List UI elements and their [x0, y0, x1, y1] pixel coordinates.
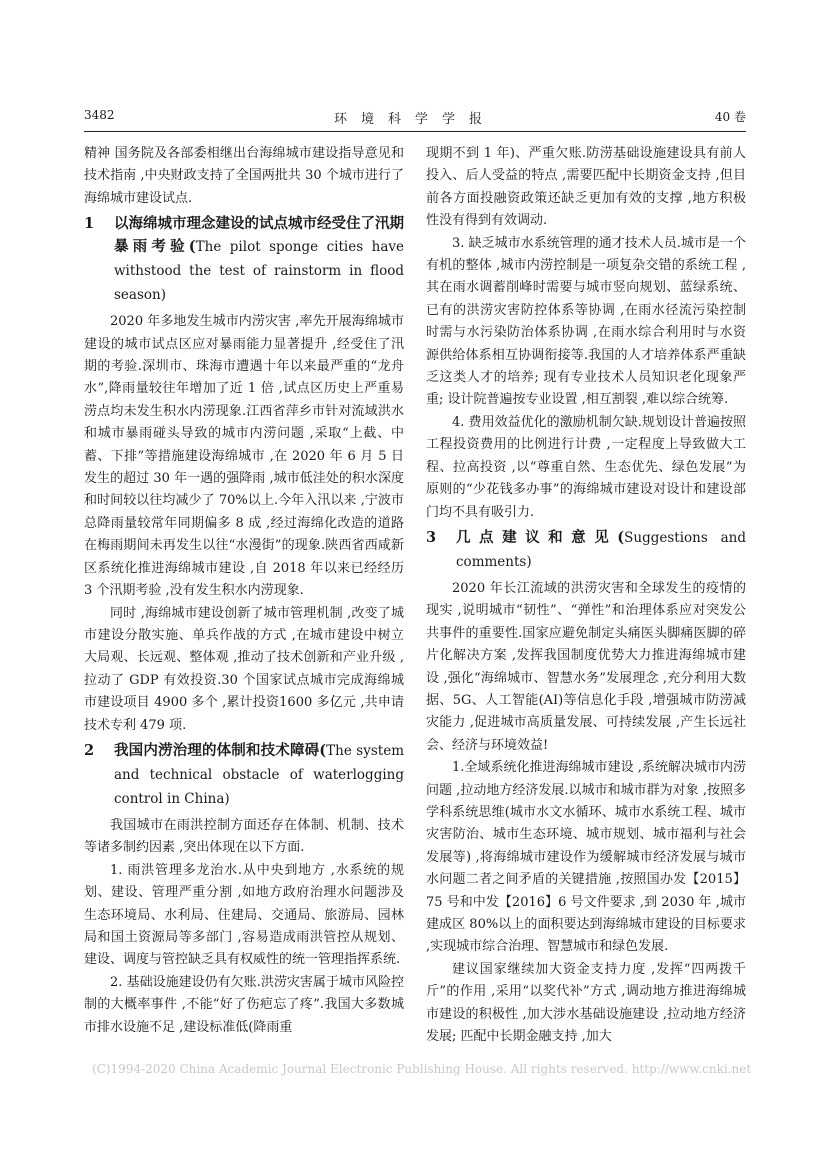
paragraph: 1.全域系统化推进海绵城市建设 ,系统解决城市内涝问题 ,拉动地方经济发展.以城市和城市群为对象 ,按照多学科系统思维(城市水文水循环、城市水系统工程、城市灾害防治、城市生态环境、城市规划、城市福利与社会发展等) ,将海绵城市建设作为缓解城市经济发展与城市水问题二者之间矛盾的关键措施 ,按照国办发【2015】75 号和中发【2016】6 号文件要求 ,到 2030 年 ,城市建成区 80%以上的面积要达到海绵城市建设的目标要求 ,实现城市综合治理、智慧城市和绿色发展.	[426, 760, 746, 955]
section-title-en: Suggestions and comments)	[456, 529, 746, 570]
section-heading-3	[426, 526, 746, 574]
header-rule	[84, 131, 746, 132]
paragraph: 同时 ,海绵城市建设创新了城市管理机制 ,改变了城市建设分散实施、单兵作战的方式 ,在城市建设中树立大局观、长远观、整体观 ,推动了技术创新和产业升级 ,拉动了 GDP 有效投资.30 个国家试点城市完成海绵城市建设项目 4900 多个 ,累计投资1600 多亿元 ,共申请技术专利 479 项.	[84, 605, 404, 733]
section-number: 2	[84, 741, 95, 759]
paragraph: 建议国家继续加大资金支持力度 ,发挥“四两拨千斤”的作用 ,采用“以奖代补”方式 ,调动地方推进海绵城市建设的积极性 ,加大涉水基础设施建设 ,拉动地方经济发展; 匹配中长期金融支持 ,加大	[426, 961, 746, 1045]
paragraph: 2020 年长江流域的洪涝灾害和全球发生的疫情的现实 ,说明城市“韧性”、“弹性”和治理体系应对突发公共事件的重要性.国家应避免制定头痛医头脚痛医脚的碎片化解决方案 ,发挥我国制度优势大力推进海绵城市建设 ,强化“海绵城市、智慧水务”发展理念 ,充分利用大数据、5G、人工智能(AI)等信息化手段 ,增强城市防涝减灾能力 ,促进城市高质量发展、可持续发展 ,产生长远社会、经济与环境效益!	[426, 580, 746, 753]
section-number: 3	[426, 528, 437, 546]
copyright-watermark: (C)1994-2020 China Academic Journal Electronic Publishing House. All rights reserved. http://www.cnki.net	[92, 1062, 752, 1076]
paragraph: 1. 雨洪管理多龙治水.从中央到地方 ,水系统的规划、建设、管理严重分割 ,如地方政府治理水问题涉及生态环境局、水利局、住建局、交通局、旅游局、园林局和国土资源局等多部门 ,容易造成雨洪管控从规划、建设、调度与管控缺乏具有权威性的统一管理指挥系统.	[84, 862, 404, 968]
paragraph: 2. 基础设施建设仍有欠账.洪涝灾害属于城市风险控制的大概率事件 ,不能“好了伤疤忘了疼”.我国大多数城市排水设施不足 ,建设标准低(降雨重	[84, 974, 404, 1035]
section-number: 1	[84, 215, 95, 233]
section-heading-2	[84, 739, 404, 811]
paragraph: 4. 费用效益优化的激励机制欠缺.规划设计普遍按照工程投资费用的比例进行计费 ,一定程度上导致做大工程、拉高投资 ,以“尊重自然、生态优先、绿色发展”为原则的“少花钱多办事”的海绵城市建设对设计和建设部门均不具有吸引力.	[426, 414, 746, 520]
section-title-cn: 几点建议和意见(	[456, 528, 625, 546]
section-title-en: The pilot sponge cities have withstood the test of rainstorm in flood season)	[114, 239, 404, 304]
section-title-en: The system and technical obstacle of waterlogging control in China)	[114, 742, 404, 807]
page-number: 3482	[84, 108, 115, 122]
section-title-cn: 以海绵城市理念建设的试点城市经受住了汛期暴雨考验(	[114, 215, 404, 256]
section-heading-1	[84, 212, 404, 307]
paragraph: 精神 国务院及各部委相继出台海绵城市建设指导意见和技术指南 ,中央财政支持了全国两批共 30 个城市进行了海绵城市建设试点.	[84, 146, 404, 206]
section-title-cn: 我国内涝治理的体制和技术障碍(	[114, 741, 327, 759]
right-column	[426, 143, 746, 1048]
paragraph: 我国城市在雨洪控制方面还存在体制、机制、技术等诸多制约因素 ,突出体现在以下方面.	[84, 817, 404, 856]
journal-title: 环境科学学报	[333, 112, 496, 127]
running-header	[84, 108, 746, 130]
volume-label: 40 卷	[714, 110, 746, 124]
paragraph: 2020 年多地发生城市内涝灾害 ,率先开展海绵城市建设的城市试点区应对暴雨能力显著提升 ,经受住了汛期的考验.深圳市、珠海市遭遇十年以来最严重的“龙舟水”,降雨量较往年增加了近 1 倍 ,试点区历史上严重易涝点均未发生积水内涝现象.江西省萍乡市针对流域洪水和城市暴雨碰头导致的城市内涝问题 ,采取“上截、中蓄、下排”等措施建设海绵城市 ,在 2020 年 6 月 5 日发生的超过 30 年一遇的强降雨 ,城市低洼处的积水深度和时间较以往均减少了 70%以上.今年入汛以来 ,宁波市总降雨量较常年同期偏多 8 成 ,经过海绵化改造的道路在梅雨期间未再发生以往“水漫街”的现象.陕西省西咸新区系统化推进海绵城市建设 ,自 2018 年以来已经经历 3 个汛期考验 ,没有发生积水内涝现象.	[84, 314, 404, 599]
paragraph: 现期不到 1 年)、严重欠账.防涝基础设施建设具有前人投入、后人受益的特点 ,需要匹配中长期资金支持 ,但目前各方面投融资政策还缺乏更加有效的支撑 ,地方积极性没有得到有效调动.	[426, 146, 746, 229]
left-column	[84, 143, 404, 1039]
paragraph: 3. 缺乏城市水系统管理的通才技术人员.城市是一个有机的整体 ,城市内涝控制是一项复杂交错的系统工程 ,其在雨水调蓄削峰时需要与城市竖向规划、蓝绿系统、已有的洪涝灾害防控体系等协调 ,在雨水径流污染控制时需与水污染防治体系协调 ,在雨水综合利用时与水资源供给体系相互协调衔接等.我国的人才培养体系严重缺乏这类人才的培养; 现有专业技术人员知识老化现象严重; 设计院普遍按专业设置 ,相互割裂 ,难以综合统筹.	[426, 235, 746, 408]
